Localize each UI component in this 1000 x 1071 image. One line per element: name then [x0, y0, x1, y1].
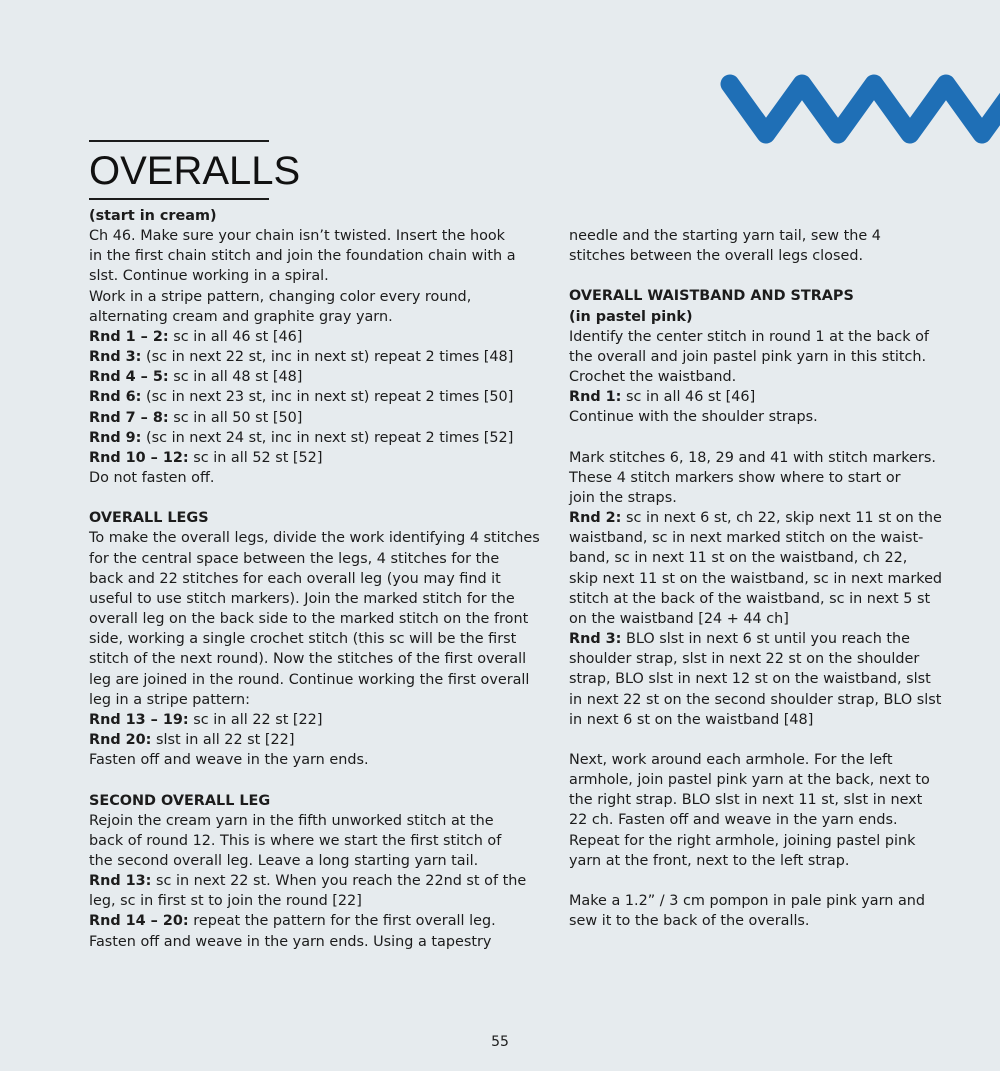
round-label: Rnd 7 – 8: [89, 409, 169, 426]
second-line: Rejoin the cream yarn in the fifth unworked stitch at the [89, 812, 494, 829]
round-label: Rnd 13 – 19: [89, 711, 189, 728]
page-title: OVERALLS [89, 149, 301, 193]
round-text: sc in all 46 st [46] [621, 389, 756, 406]
round-label: Rnd 1 – 2: [89, 328, 169, 345]
title-rule-bottom [89, 198, 269, 200]
round-label: Rnd 13: [89, 873, 152, 890]
r2-line: stitch at the back of the waistband, sc in next 5 st [569, 590, 931, 607]
left-column [89, 206, 559, 952]
round-line [89, 408, 559, 428]
round-text: sc in all 52 st [52] [188, 449, 323, 466]
round-label: Rnd 3: [569, 631, 622, 648]
r3-line: shoulder strap, slst in next 22 st on the shoulder [569, 651, 920, 668]
legs-line: side, working a single crochet stitch (this sc will be the first [89, 631, 517, 648]
legs-line: overall leg on the back side to the marked stitch on the front [89, 611, 529, 628]
round-line [89, 730, 559, 750]
armhole-line: the right strap. BLO slst in next 11 st, slst in next [569, 792, 923, 809]
r2-line: skip next 11 st on the waistband, sc in next marked [569, 570, 943, 587]
round-line [89, 428, 559, 448]
round-text: (sc in next 24 st, inc in next st) repeat 2 times [52] [141, 429, 514, 446]
waist-line: Continue with the shoulder straps. [569, 409, 818, 426]
second-line: the second overall leg. Leave a long starting yarn tail. [89, 852, 479, 869]
round-label: Rnd 1: [569, 389, 622, 406]
round-line [89, 387, 559, 407]
round-text: sc in all 48 st [48] [168, 369, 303, 386]
round-text: BLO slst in next 6 st until you reach the [621, 631, 911, 648]
armhole-line: 22 ch. Fasten off and weave in the yarn ends. [569, 812, 898, 829]
round-label: Rnd 20: [89, 732, 152, 749]
round-line [569, 508, 949, 528]
armhole-line: Repeat for the right armhole, joining pastel pink [569, 832, 916, 849]
pompon-line: Make a 1.2” / 3 cm pompon in pale pink yarn and [569, 893, 926, 910]
round-label: Rnd 14 – 20: [89, 913, 189, 930]
round-text: (sc in next 23 st, inc in next st) repeat 2 times [50] [141, 389, 514, 406]
r2-line: on the waistband [24 + 44 ch] [569, 610, 789, 627]
mark-line: Mark stitches 6, 18, 29 and 41 with stitch markers. [569, 449, 936, 466]
right-column [569, 226, 949, 931]
legs-line: useful to use stitch markers). Join the marked stitch for the [89, 590, 515, 607]
page-number: 55 [491, 1034, 509, 1050]
intro-line: in the first chain stitch and join the foundation chain with a [89, 248, 516, 265]
intro-line: Ch 46. Make sure your chain isn’t twisted. Insert the hook [89, 228, 506, 245]
legs-end: Fasten off and weave in the yarn ends. [89, 752, 369, 769]
round-label: Rnd 6: [89, 389, 142, 406]
section-heading-waistband: OVERALL WAISTBAND AND STRAPS [569, 288, 854, 305]
legs-line: stitch of the next round). Now the stitches of the first overall [89, 651, 527, 668]
waist-line: Identify the center stitch in round 1 at the back of [569, 328, 929, 345]
mark-line: join the straps. [569, 490, 677, 506]
round-label: Rnd 9: [89, 429, 142, 446]
round-label: Rnd 2: [569, 510, 622, 527]
r3-line: strap, BLO slst in next 12 st on the waistband, slst [569, 671, 931, 688]
second-line: back of round 12. This is where we start the first stitch of [89, 832, 502, 849]
waist-line: Crochet the waistband. [569, 369, 737, 386]
round-label: Rnd 4 – 5: [89, 369, 169, 386]
pompon-line: sew it to the back of the overalls. [569, 913, 810, 930]
section-heading-legs: OVERALL LEGS [89, 510, 209, 527]
r3-line: in next 22 st on the second shoulder strap, BLO slst [569, 691, 942, 708]
start-note: (start in cream) [89, 208, 217, 224]
round-text: sc in next 6 st, ch 22, skip next 11 st on the [621, 510, 942, 527]
round-line [89, 871, 559, 891]
round-text: (sc in next 22 st, inc in next st) repeat 2 times [48] [141, 349, 514, 366]
armhole-line: Next, work around each armhole. For the left [569, 752, 893, 769]
round-line [569, 629, 949, 649]
armhole-line: yarn at the front, next to the left strap. [569, 852, 850, 869]
round-line [89, 367, 559, 387]
waistband-subheading: (in pastel pink) [569, 308, 693, 325]
second-end: Fasten off and weave in the yarn ends. Using a tapestry [89, 933, 492, 950]
cont-line: stitches between the overall legs closed. [569, 248, 864, 265]
second-line: leg, sc in first st to join the round [22] [89, 893, 362, 910]
round-label: Rnd 10 – 12: [89, 449, 189, 466]
legs-line: To make the overall legs, divide the work identifying 4 stitches [89, 530, 540, 547]
round-text: repeat the pattern for the first overall leg. [188, 913, 496, 930]
intro-line: Work in a stripe pattern, changing color every round, [89, 288, 472, 305]
mark-line: These 4 stitch markers show where to start or [569, 469, 901, 486]
round-text: sc in next 22 st. When you reach the 22nd st of the [151, 873, 527, 890]
title-rule-top [89, 140, 269, 142]
title-block [89, 140, 301, 200]
round-label: Rnd 3: [89, 349, 142, 366]
round-line [89, 911, 559, 931]
legs-line: leg in a stripe pattern: [89, 691, 250, 708]
zigzag-decoration-icon [718, 72, 1000, 146]
round-line [89, 347, 559, 367]
round-text: slst in all 22 st [22] [151, 732, 295, 749]
r2-line: waistband, sc in next marked stitch on the waist- [569, 530, 924, 547]
round-line [89, 710, 559, 730]
round-text: sc in all 22 st [22] [188, 711, 323, 728]
r3-line: in next 6 st on the waistband [48] [569, 711, 814, 728]
round-line [89, 327, 559, 347]
section-heading-second-leg: SECOND OVERALL LEG [89, 792, 271, 809]
round-line [89, 448, 559, 468]
legs-line: for the central space between the legs, 4 stitches for the [89, 550, 500, 567]
r2-line: band, sc in next 11 st on the waistband, ch 22, [569, 550, 908, 567]
waist-line: the overall and join pastel pink yarn in this stitch. [569, 348, 927, 365]
round-text: sc in all 46 st [46] [168, 328, 303, 345]
armhole-line: armhole, join pastel pink yarn at the back, next to [569, 772, 930, 789]
cont-line: needle and the starting yarn tail, sew the 4 [569, 228, 881, 244]
fasten-note: Do not fasten off. [89, 470, 215, 487]
intro-line: slst. Continue working in a spiral. [89, 268, 329, 285]
intro-line: alternating cream and graphite gray yarn. [89, 308, 393, 325]
legs-line: leg are joined in the round. Continue working the first overall [89, 671, 530, 688]
round-line [569, 387, 949, 407]
round-text: sc in all 50 st [50] [168, 409, 303, 426]
legs-line: back and 22 stitches for each overall leg (you may find it [89, 570, 501, 587]
